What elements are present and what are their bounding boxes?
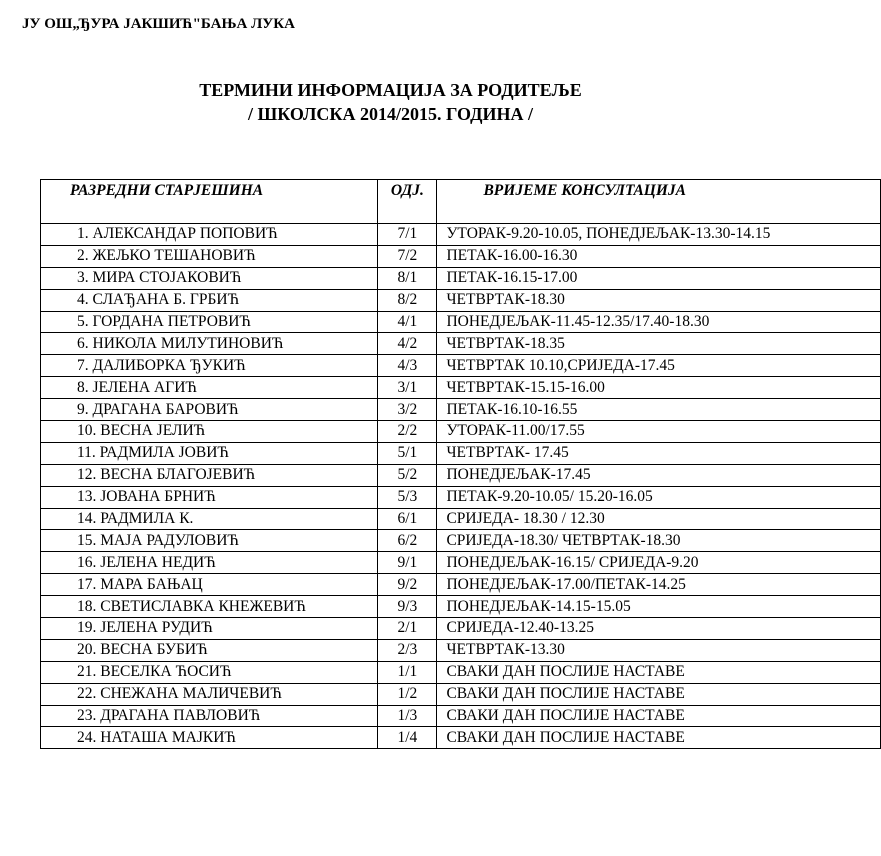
table-row bbox=[41, 311, 881, 333]
department-cell: 1/1 bbox=[378, 661, 437, 683]
department-cell: 4/2 bbox=[378, 333, 437, 355]
department-cell: 5/2 bbox=[378, 464, 437, 486]
teacher-name-cell: 15. МАЈА РАДУЛОВИЋ bbox=[41, 530, 378, 552]
table-row bbox=[41, 574, 881, 596]
teacher-name-cell: 16. ЈЕЛЕНА НЕДИЋ bbox=[41, 552, 378, 574]
consultation-time-cell: ЧЕТВРТАК-18.35 bbox=[437, 333, 881, 355]
department-cell: 1/4 bbox=[378, 727, 437, 749]
consultation-time-cell: ПОНЕДЈЕЉАК-17.45 bbox=[437, 464, 881, 486]
consultation-time-cell: ПОНЕДЈЕЉАК-14.15-15.05 bbox=[437, 596, 881, 618]
consultation-time-cell: ПОНЕДЈЕЉАК-16.15/ СРИЈЕДА-9.20 bbox=[437, 552, 881, 574]
teacher-name-cell: 14. РАДМИЛА К. bbox=[41, 508, 378, 530]
consultation-time-cell: ПЕТАК-9.20-10.05/ 15.20-16.05 bbox=[437, 486, 881, 508]
table-row bbox=[41, 421, 881, 443]
consultation-time-cell: СВАКИ ДАН ПОСЛИЈЕ НАСТАВЕ bbox=[437, 705, 881, 727]
teacher-name-cell: 7. ДАЛИБОРКА ЂУКИЋ bbox=[41, 355, 378, 377]
teacher-name-cell: 1. АЛЕКСАНДАР ПОПОВИЋ bbox=[41, 224, 378, 246]
department-cell: 8/1 bbox=[378, 267, 437, 289]
consultation-time-cell: ПЕТАК-16.15-17.00 bbox=[437, 267, 881, 289]
consultation-time-cell: ЧЕТВРТАК-18.30 bbox=[437, 289, 881, 311]
consultation-time-cell: ПОНЕДЈЕЉАК-11.45-12.35/17.40-18.30 bbox=[437, 311, 881, 333]
table-row bbox=[41, 639, 881, 661]
department-cell: 4/3 bbox=[378, 355, 437, 377]
teacher-name-cell: 11. РАДМИЛА ЈОВИЋ bbox=[41, 442, 378, 464]
table-row bbox=[41, 508, 881, 530]
consultation-time-cell: СВАКИ ДАН ПОСЛИЈЕ НАСТАВЕ bbox=[437, 683, 881, 705]
department-cell: 1/3 bbox=[378, 705, 437, 727]
table-row bbox=[41, 618, 881, 640]
table-row bbox=[41, 333, 881, 355]
teacher-name-cell: 24. НАТАША МАЈКИЋ bbox=[41, 727, 378, 749]
table-row bbox=[41, 355, 881, 377]
teacher-name-cell: 12. ВЕСНА БЛАГОЈЕВИЋ bbox=[41, 464, 378, 486]
department-cell: 2/1 bbox=[378, 618, 437, 640]
teacher-name-cell: 4. СЛАЂАНА Б. ГРБИЋ bbox=[41, 289, 378, 311]
consultation-time-cell: СРИЈЕДА-12.40-13.25 bbox=[437, 618, 881, 640]
department-cell: 4/1 bbox=[378, 311, 437, 333]
header-teacher: РАЗРЕДНИ СТАРЈЕШИНА bbox=[41, 180, 378, 224]
department-cell: 1/2 bbox=[378, 683, 437, 705]
consultation-time-cell: СРИЈЕДА-18.30/ ЧЕТВРТАК-18.30 bbox=[437, 530, 881, 552]
teacher-name-cell: 13. ЈОВАНА БРНИЋ bbox=[41, 486, 378, 508]
department-cell: 7/1 bbox=[378, 224, 437, 246]
consultation-time-cell: ПОНЕДЈЕЉАК-17.00/ПЕТАК-14.25 bbox=[437, 574, 881, 596]
department-cell: 2/3 bbox=[378, 639, 437, 661]
consultation-time-cell: СВАКИ ДАН ПОСЛИЈЕ НАСТАВЕ bbox=[437, 661, 881, 683]
school-year-subtitle: / ШКОЛСКА 2014/2015. ГОДИНА / bbox=[248, 104, 533, 124]
table-row bbox=[41, 442, 881, 464]
teacher-name-cell: 2. ЖЕЉКО ТЕШАНОВИЋ bbox=[41, 245, 378, 267]
table-row bbox=[41, 464, 881, 486]
consultation-time-cell: ПЕТАК-16.10-16.55 bbox=[437, 399, 881, 421]
department-cell: 2/2 bbox=[378, 421, 437, 443]
teacher-name-cell: 20. ВЕСНА БУБИЋ bbox=[41, 639, 378, 661]
department-cell: 7/2 bbox=[378, 245, 437, 267]
table-row bbox=[41, 245, 881, 267]
teacher-name-cell: 23. ДРАГАНА ПАВЛОВИЋ bbox=[41, 705, 378, 727]
teacher-name-cell: 22. СНЕЖАНА МАЛИЧЕВИЋ bbox=[41, 683, 378, 705]
table-row bbox=[41, 705, 881, 727]
table-row bbox=[41, 267, 881, 289]
consultation-table bbox=[40, 179, 881, 749]
table-row bbox=[41, 552, 881, 574]
table-row bbox=[41, 727, 881, 749]
table-row bbox=[41, 486, 881, 508]
document-title: ТЕРМИНИ ИНФОРМАЦИЈА ЗА РОДИТЕЉЕ bbox=[199, 80, 582, 100]
teacher-name-cell: 9. ДРАГАНА БАРОВИЋ bbox=[41, 399, 378, 421]
consultation-time-cell: ЧЕТВРТАК-15.15-16.00 bbox=[437, 377, 881, 399]
department-cell: 6/2 bbox=[378, 530, 437, 552]
table-header-row bbox=[41, 180, 881, 224]
department-cell: 5/1 bbox=[378, 442, 437, 464]
table-row bbox=[41, 683, 881, 705]
consultation-time-cell: СВАКИ ДАН ПОСЛИЈЕ НАСТАВЕ bbox=[437, 727, 881, 749]
teacher-name-cell: 10. ВЕСНА ЈЕЛИЋ bbox=[41, 421, 378, 443]
teacher-name-cell: 3. МИРА СТОЈАКОВИЋ bbox=[41, 267, 378, 289]
department-cell: 3/2 bbox=[378, 399, 437, 421]
teacher-name-cell: 17. МАРА БАЊАЦ bbox=[41, 574, 378, 596]
consultation-time-cell: СРИЈЕДА- 18.30 / 12.30 bbox=[437, 508, 881, 530]
table-row bbox=[41, 530, 881, 552]
department-cell: 9/2 bbox=[378, 574, 437, 596]
consultation-time-cell: ЧЕТВРТАК-13.30 bbox=[437, 639, 881, 661]
consultation-time-cell: УТОРАК-11.00/17.55 bbox=[437, 421, 881, 443]
teacher-name-cell: 6. НИКОЛА МИЛУТИНОВИЋ bbox=[41, 333, 378, 355]
department-cell: 3/1 bbox=[378, 377, 437, 399]
table-row bbox=[41, 399, 881, 421]
department-cell: 9/3 bbox=[378, 596, 437, 618]
table-row bbox=[41, 377, 881, 399]
table-row bbox=[41, 224, 881, 246]
table-row bbox=[41, 289, 881, 311]
consultation-time-cell: ЧЕТВРТАК 10.10,СРИЈЕДА-17.45 bbox=[437, 355, 881, 377]
consultation-time-cell: УТОРАК-9.20-10.05, ПОНЕДЈЕЉАК-13.30-14.15 bbox=[437, 224, 881, 246]
header-consultation-time: ВРИЈЕМЕ КОНСУЛТАЦИЈА bbox=[437, 180, 881, 224]
department-cell: 6/1 bbox=[378, 508, 437, 530]
school-name: ЈУ ОШ„ЂУРА ЈАКШИЋ"БАЊА ЛУКА bbox=[22, 16, 295, 32]
header-department: ОДЈ. bbox=[378, 180, 437, 224]
teacher-name-cell: 19. ЈЕЛЕНА РУДИЋ bbox=[41, 618, 378, 640]
consultation-time-cell: ПЕТАК-16.00-16.30 bbox=[437, 245, 881, 267]
table-row bbox=[41, 596, 881, 618]
department-cell: 9/1 bbox=[378, 552, 437, 574]
teacher-name-cell: 21. ВЕСЕЛКА ЋОСИЋ bbox=[41, 661, 378, 683]
teacher-name-cell: 8. ЈЕЛЕНА АГИЋ bbox=[41, 377, 378, 399]
department-cell: 8/2 bbox=[378, 289, 437, 311]
teacher-name-cell: 18. СВЕТИСЛАВКА КНЕЖЕВИЋ bbox=[41, 596, 378, 618]
consultation-time-cell: ЧЕТВРТАК- 17.45 bbox=[437, 442, 881, 464]
teacher-name-cell: 5. ГОРДАНА ПЕТРОВИЋ bbox=[41, 311, 378, 333]
table-row bbox=[41, 661, 881, 683]
department-cell: 5/3 bbox=[378, 486, 437, 508]
